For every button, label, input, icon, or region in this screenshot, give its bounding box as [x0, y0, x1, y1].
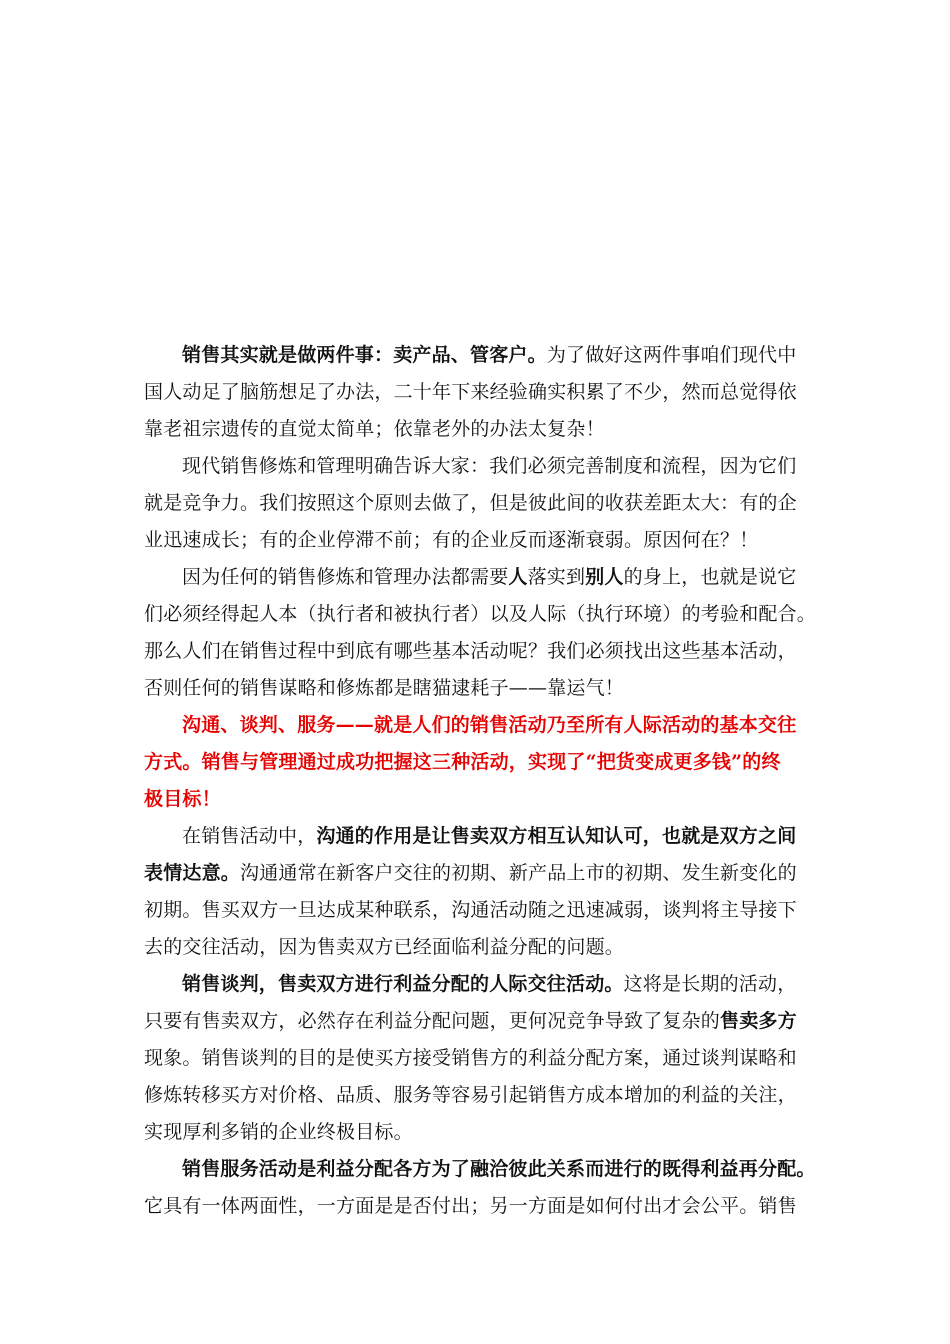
text-line — [144, 1077, 814, 1114]
paragraph — [144, 1151, 814, 1225]
bold-text: 人 — [508, 566, 528, 588]
text-line — [144, 818, 814, 855]
bold-text: 销售其实就是做两件事：卖产品、管客户。 — [182, 344, 547, 366]
text-line — [144, 744, 814, 781]
text-line — [144, 485, 814, 522]
body-text: 沟通通常在新客户交往的初期、新产品上市的初期、发生新变化的 — [240, 862, 797, 884]
text-line — [144, 522, 814, 559]
body-text: 否则任何的销售谋略和修炼都是瞎猫逮耗子——靠运气！ — [144, 677, 625, 699]
text-line — [144, 374, 814, 411]
body-text: 实现厚利多销的企业终极目标。 — [144, 1121, 413, 1143]
body-text: 靠老祖宗遗传的直觉太简单；依靠老外的办法太复杂！ — [144, 418, 605, 440]
text-line — [144, 855, 814, 892]
paragraph — [144, 818, 814, 966]
body-text: 修炼转移买方对价格、品质、服务等容易引起销售方成本增加的利益的关注， — [144, 1084, 797, 1106]
text-line — [144, 1114, 814, 1151]
text-line — [144, 448, 814, 485]
text-line — [144, 966, 814, 1003]
body-text: 国人动足了脑筋想足了办法，二十年下来经验确实积累了不少，然而总觉得依 — [144, 381, 797, 403]
body-text: 初期。售买双方一旦达成某种联系，沟通活动随之迅速减弱，谈判将主导接下 — [144, 899, 797, 921]
body-text: 业迅速成长；有的企业停滞不前；有的企业反而逐渐衰弱。原因何在？！ — [144, 529, 759, 551]
body-text: 这将是长期的活动， — [623, 973, 797, 995]
paragraph — [144, 448, 814, 559]
paragraph — [144, 337, 814, 448]
text-line — [144, 596, 817, 633]
body-text: 就是竞争力。我们按照这个原则去做了，但是彼此间的收获差距太大：有的企 — [144, 492, 797, 514]
text-line — [144, 1040, 814, 1077]
highlight-text: 极目标！ — [144, 788, 221, 810]
body-text: 它具有一体两面性，一方面是是否付出；另一方面是如何付出才会公平。销售 — [144, 1195, 797, 1217]
text-line — [144, 633, 814, 670]
body-text: 因为任何的销售修炼和管理办法都需要 — [182, 566, 509, 588]
text-line — [144, 929, 814, 966]
bold-text: 销售谈判，售卖双方进行利益分配的人际交往活动。 — [182, 973, 624, 995]
text-line — [144, 411, 814, 448]
bold-text: 销售服务活动是利益分配各方为了融洽彼此关系而进行的既得利益再分配。 — [182, 1158, 816, 1180]
bold-text: 别人 — [585, 566, 624, 588]
body-text: 现代销售修炼和管理明确告诉大家：我们必须完善制度和流程，因为它们 — [182, 455, 797, 477]
text-line — [144, 1003, 814, 1040]
text-line — [144, 707, 814, 744]
bold-text: 表情达意。 — [144, 862, 241, 884]
highlight-text: 方式。销售与管理通过成功把握这三种活动，实现了“把货变成更多钱”的终 — [144, 751, 781, 773]
paragraph — [144, 966, 814, 1151]
text-line — [144, 781, 814, 818]
body-text: 为了做好这两件事咱们现代中 — [546, 344, 797, 366]
body-text: 落实到 — [527, 566, 586, 588]
paragraph — [144, 707, 814, 818]
text-line — [144, 559, 814, 596]
body-text: 在销售活动中， — [182, 825, 317, 847]
bold-text: 售卖多方 — [720, 1010, 797, 1032]
body-text: 去的交往活动，因为售卖双方已经面临利益分配的问题。 — [144, 936, 625, 958]
bold-text: 沟通的作用是让售卖双方相互认知认可，也就是双方之间 — [316, 825, 797, 847]
text-line — [144, 1151, 814, 1188]
paragraph — [144, 559, 817, 707]
body-text: 现象。销售谈判的目的是使买方接受销售方的利益分配方案，通过谈判谋略和 — [144, 1047, 797, 1069]
highlight-text: 沟通、谈判、服务——就是人们的销售活动乃至所有人际活动的基本交往 — [182, 714, 797, 736]
body-text: 只要有售卖双方，必然存在利益分配问题，更何况竞争导致了复杂的 — [144, 1010, 721, 1032]
body-text: 那么人们在销售过程中到底有哪些基本活动呢？我们必须找出这些基本活动， — [144, 640, 797, 662]
body-text: 们必须经得起人本（执行者和被执行者）以及人际（执行环境）的考验和配合。 — [144, 603, 817, 625]
text-line — [144, 1188, 814, 1225]
document-body — [144, 337, 817, 1225]
body-text: 的身上，也就是说它 — [623, 566, 797, 588]
text-line — [144, 670, 814, 707]
text-line — [144, 892, 814, 929]
text-line — [144, 337, 814, 374]
